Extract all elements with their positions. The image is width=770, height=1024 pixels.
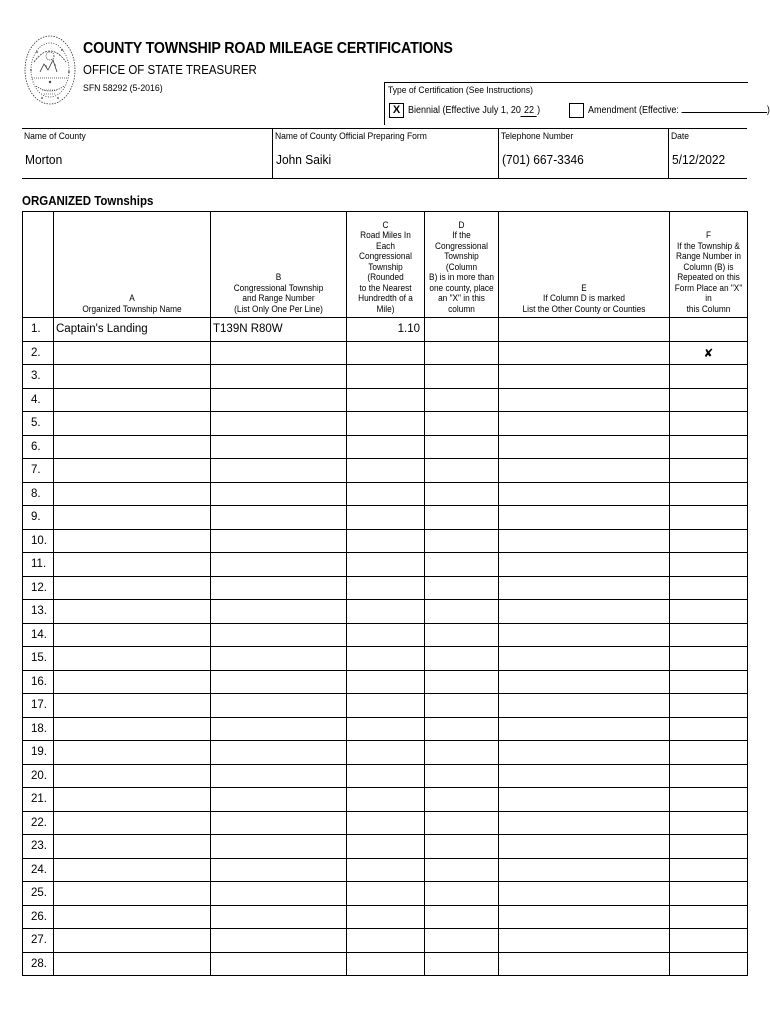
row-number: 28. <box>23 952 54 976</box>
table-row <box>23 576 748 600</box>
repeated-mark-cell[interactable] <box>670 412 748 436</box>
row-number: 27. <box>23 929 54 953</box>
township-name-cell[interactable] <box>54 600 211 624</box>
township-range-cell[interactable] <box>211 905 347 929</box>
township-name-cell[interactable] <box>54 623 211 647</box>
township-range-cell[interactable] <box>211 412 347 436</box>
row-number: 11. <box>23 553 54 577</box>
repeated-mark-cell[interactable] <box>670 482 748 506</box>
road-miles-cell[interactable] <box>347 647 425 671</box>
header-line: F <box>705 230 712 240</box>
multi-county-mark-cell[interactable] <box>425 459 499 483</box>
header-row-number <box>23 212 54 318</box>
amendment-date-field[interactable] <box>681 112 767 113</box>
multi-county-mark-cell[interactable] <box>425 553 499 577</box>
township-range-cell[interactable] <box>211 952 347 976</box>
township-range-cell[interactable] <box>211 365 347 389</box>
township-name-cell[interactable] <box>54 365 211 389</box>
repeated-mark-cell[interactable] <box>670 811 748 835</box>
multi-county-mark-cell[interactable] <box>425 741 499 765</box>
section-title: ORGANIZED Townships <box>22 194 154 208</box>
multi-county-mark-cell[interactable] <box>425 670 499 694</box>
phone-field[interactable]: (701) 667-3346 <box>502 152 584 167</box>
township-name-cell[interactable] <box>54 835 211 859</box>
multi-county-mark-cell[interactable] <box>425 929 499 953</box>
township-name-cell[interactable]: Captain's Landing <box>54 318 211 342</box>
table-row <box>23 694 748 718</box>
repeated-mark-cell[interactable] <box>670 506 748 530</box>
other-counties-cell[interactable] <box>499 318 670 342</box>
township-range-cell[interactable] <box>211 882 347 906</box>
road-miles-cell[interactable] <box>347 553 425 577</box>
township-range-cell[interactable] <box>211 741 347 765</box>
township-name-cell[interactable] <box>54 647 211 671</box>
official-cell <box>272 129 499 178</box>
row-number: 5. <box>23 412 54 436</box>
road-miles-cell[interactable] <box>347 741 425 765</box>
township-name-cell[interactable] <box>54 670 211 694</box>
multi-county-mark-cell[interactable] <box>425 529 499 553</box>
amendment-option <box>588 105 770 116</box>
row-number: 9. <box>23 506 54 530</box>
other-counties-cell[interactable] <box>499 788 670 812</box>
repeated-mark-cell[interactable] <box>670 623 748 647</box>
header-line: A <box>129 293 135 303</box>
header-line: an "X" in this <box>438 293 485 303</box>
multi-county-mark-cell[interactable] <box>425 788 499 812</box>
other-counties-cell[interactable] <box>499 647 670 671</box>
header-line: to the Nearest <box>359 282 412 293</box>
form-info-bar <box>22 128 747 179</box>
row-number: 19. <box>23 741 54 765</box>
header-line: E <box>581 282 587 293</box>
repeated-mark-cell[interactable] <box>670 318 748 342</box>
repeated-mark-cell[interactable] <box>670 647 748 671</box>
road-miles-cell[interactable] <box>347 482 425 506</box>
header-line: B) is in more than <box>429 272 494 282</box>
multi-county-mark-cell[interactable] <box>425 623 499 647</box>
header-line: If the Township & <box>677 240 740 251</box>
repeated-mark-cell[interactable] <box>670 576 748 600</box>
header-line: Form Place an "X" in <box>674 282 743 303</box>
certification-type-box <box>384 82 770 125</box>
row-number: 20. <box>23 764 54 788</box>
header-line: C <box>382 219 389 230</box>
road-miles-cell[interactable] <box>347 694 425 718</box>
road-miles-cell[interactable] <box>347 365 425 389</box>
table-row <box>23 529 748 553</box>
multi-county-mark-cell[interactable] <box>425 506 499 530</box>
other-counties-cell[interactable] <box>499 835 670 859</box>
road-miles-cell[interactable]: 1.10 <box>347 318 425 342</box>
header-line: Congressional <box>359 251 412 261</box>
date-field[interactable]: 5/12/2022 <box>672 152 726 167</box>
township-range-cell[interactable] <box>211 694 347 718</box>
other-counties-cell[interactable] <box>499 882 670 906</box>
township-range-cell[interactable] <box>211 623 347 647</box>
repeated-mark-cell[interactable] <box>670 764 748 788</box>
row-number: 24. <box>23 858 54 882</box>
other-counties-cell[interactable] <box>499 506 670 530</box>
road-miles-cell[interactable] <box>347 412 425 436</box>
township-name-cell[interactable] <box>54 553 211 577</box>
township-range-cell[interactable] <box>211 388 347 412</box>
road-miles-cell[interactable] <box>347 858 425 882</box>
table-row <box>23 388 748 412</box>
road-miles-cell[interactable] <box>347 341 425 365</box>
header-line: (List Only One Per Line) <box>234 303 323 314</box>
table-row <box>23 318 748 342</box>
township-name-cell[interactable] <box>54 576 211 600</box>
multi-county-mark-cell[interactable] <box>425 576 499 600</box>
township-range-cell[interactable] <box>211 506 347 530</box>
township-range-cell[interactable] <box>211 670 347 694</box>
township-name-cell[interactable] <box>54 882 211 906</box>
biennial-close: ) <box>537 104 541 116</box>
row-number: 14. <box>23 623 54 647</box>
township-range-cell[interactable] <box>211 788 347 812</box>
township-range-cell[interactable] <box>211 835 347 859</box>
road-miles-cell[interactable] <box>347 835 425 859</box>
multi-county-mark-cell[interactable] <box>425 811 499 835</box>
amendment-label: Amendment (Effective: <box>587 105 679 116</box>
repeated-mark-cell[interactable] <box>670 553 748 577</box>
other-counties-cell[interactable] <box>499 388 670 412</box>
township-name-cell[interactable] <box>54 858 211 882</box>
table-row <box>23 858 748 882</box>
row-number: 18. <box>23 717 54 741</box>
row-number: 26. <box>23 905 54 929</box>
row-number: 2. <box>23 341 54 365</box>
other-counties-cell[interactable] <box>499 482 670 506</box>
row-number: 8. <box>23 482 54 506</box>
road-miles-cell[interactable] <box>347 929 425 953</box>
multi-county-mark-cell[interactable] <box>425 318 499 342</box>
table-row <box>23 647 748 671</box>
row-number: 1. <box>23 318 54 342</box>
biennial-option <box>408 105 540 117</box>
other-counties-cell[interactable] <box>499 694 670 718</box>
certification-type-label: Type of Certification (See Instructions) <box>388 85 533 96</box>
repeated-mark-cell[interactable] <box>670 741 748 765</box>
header-line: column <box>448 303 475 314</box>
multi-county-mark-cell[interactable] <box>425 435 499 459</box>
road-miles-cell[interactable] <box>347 576 425 600</box>
township-name-cell[interactable] <box>54 929 211 953</box>
biennial-label: Biennial (Effective July 1, 20 <box>408 104 521 116</box>
repeated-mark-cell[interactable] <box>670 858 748 882</box>
header-line: D <box>458 219 465 230</box>
township-range-cell[interactable] <box>211 647 347 671</box>
county-field[interactable]: Morton <box>25 152 63 167</box>
other-counties-cell[interactable] <box>499 952 670 976</box>
township-name-cell[interactable] <box>54 435 211 459</box>
table-row <box>23 435 748 459</box>
township-name-cell[interactable] <box>54 388 211 412</box>
other-counties-cell[interactable] <box>499 576 670 600</box>
header-line: List the Other County or Counties <box>522 303 646 314</box>
header-line: If Column D is marked <box>543 293 625 303</box>
other-counties-cell[interactable] <box>499 435 670 459</box>
road-miles-cell[interactable] <box>347 952 425 976</box>
header-line: Hundredth of a Mile) <box>358 293 413 314</box>
townships-table <box>22 211 748 976</box>
road-miles-cell[interactable] <box>347 623 425 647</box>
table-row <box>23 459 748 483</box>
township-range-cell[interactable] <box>211 764 347 788</box>
road-miles-cell[interactable] <box>347 435 425 459</box>
repeated-mark-cell[interactable] <box>670 388 748 412</box>
row-number: 6. <box>23 435 54 459</box>
table-row <box>23 882 748 906</box>
road-miles-cell[interactable] <box>347 811 425 835</box>
township-range-cell[interactable] <box>211 553 347 577</box>
township-name-cell[interactable] <box>54 506 211 530</box>
header-line: Column (B) is <box>683 261 734 272</box>
other-counties-cell[interactable] <box>499 365 670 389</box>
repeated-mark-cell[interactable] <box>670 952 748 976</box>
other-counties-cell[interactable] <box>499 858 670 882</box>
county-label: Name of County <box>24 131 86 142</box>
header-line: Congressional Township <box>233 282 324 293</box>
table-row <box>23 835 748 859</box>
row-number: 23. <box>23 835 54 859</box>
road-miles-cell[interactable] <box>347 788 425 812</box>
header-line: Repeated on this <box>677 272 740 282</box>
header-line: Range Number in <box>676 251 741 261</box>
multi-county-mark-cell[interactable] <box>425 835 499 859</box>
other-counties-cell[interactable] <box>499 670 670 694</box>
township-name-cell[interactable] <box>54 811 211 835</box>
biennial-year-field[interactable]: 22 <box>521 105 537 117</box>
road-miles-cell[interactable] <box>347 764 425 788</box>
other-counties-cell[interactable] <box>499 929 670 953</box>
table-row <box>23 482 748 506</box>
township-name-cell[interactable] <box>54 529 211 553</box>
multi-county-mark-cell[interactable] <box>425 717 499 741</box>
repeated-mark-cell[interactable] <box>670 694 748 718</box>
office-name: OFFICE OF STATE TREASURER <box>83 63 257 77</box>
township-name-cell[interactable] <box>54 482 211 506</box>
header-line: and Range Number <box>242 293 315 303</box>
township-name-cell[interactable] <box>54 905 211 929</box>
header-line: Organized Township Name <box>82 303 182 314</box>
phone-cell <box>498 129 669 178</box>
header-col-c <box>347 212 425 318</box>
table-body <box>23 318 748 976</box>
row-number: 22. <box>23 811 54 835</box>
township-range-cell[interactable] <box>211 435 347 459</box>
header-line: Township (Column <box>444 251 479 272</box>
table-row <box>23 788 748 812</box>
township-range-cell[interactable] <box>211 929 347 953</box>
township-range-cell[interactable] <box>211 811 347 835</box>
row-number: 15. <box>23 647 54 671</box>
road-miles-cell[interactable] <box>347 506 425 530</box>
township-name-cell[interactable] <box>54 412 211 436</box>
certification-options <box>389 103 770 118</box>
header-line: Township (Rounded <box>367 261 404 282</box>
road-miles-cell[interactable] <box>347 905 425 929</box>
header-col-a <box>54 212 211 318</box>
table-row <box>23 506 748 530</box>
township-range-cell[interactable] <box>211 858 347 882</box>
table-row <box>23 952 748 976</box>
row-number: 10. <box>23 529 54 553</box>
other-counties-cell[interactable] <box>499 811 670 835</box>
township-name-cell[interactable] <box>54 459 211 483</box>
repeated-mark-cell[interactable] <box>670 835 748 859</box>
other-counties-cell[interactable] <box>499 600 670 624</box>
road-miles-cell[interactable] <box>347 459 425 483</box>
form-number: SFN 58292 (5-2016) <box>83 83 163 94</box>
amendment-close: ) <box>766 105 770 116</box>
multi-county-mark-cell[interactable] <box>425 600 499 624</box>
road-miles-cell[interactable] <box>347 670 425 694</box>
repeated-mark-cell[interactable] <box>670 788 748 812</box>
repeated-mark-cell[interactable] <box>670 882 748 906</box>
multi-county-mark-cell[interactable] <box>425 764 499 788</box>
header-col-b <box>211 212 347 318</box>
header-line: B <box>275 272 282 282</box>
table-row <box>23 670 748 694</box>
repeated-mark-cell[interactable] <box>670 600 748 624</box>
multi-county-mark-cell[interactable] <box>425 388 499 412</box>
road-miles-cell[interactable] <box>347 600 425 624</box>
header-col-d <box>425 212 499 318</box>
road-miles-cell[interactable] <box>347 717 425 741</box>
header-line: If the Congressional <box>435 230 488 251</box>
table-row <box>23 741 748 765</box>
repeated-mark-cell[interactable] <box>670 365 748 389</box>
multi-county-mark-cell[interactable] <box>425 952 499 976</box>
row-number: 25. <box>23 882 54 906</box>
row-number: 17. <box>23 694 54 718</box>
other-counties-cell[interactable] <box>499 764 670 788</box>
repeated-mark-cell[interactable] <box>670 929 748 953</box>
repeated-mark-cell[interactable] <box>670 459 748 483</box>
county-cell <box>22 129 272 178</box>
other-counties-cell[interactable] <box>499 529 670 553</box>
repeated-mark-cell[interactable] <box>670 670 748 694</box>
multi-county-mark-cell[interactable] <box>425 482 499 506</box>
biennial-checkbox[interactable]: X <box>389 103 404 118</box>
table-row <box>23 764 748 788</box>
table-row <box>23 553 748 577</box>
township-name-cell[interactable] <box>54 788 211 812</box>
row-number: 12. <box>23 576 54 600</box>
phone-label: Telephone Number <box>501 131 574 142</box>
header-line: one county, place <box>429 282 494 293</box>
township-range-cell[interactable] <box>211 717 347 741</box>
multi-county-mark-cell[interactable] <box>425 365 499 389</box>
repeated-mark-cell[interactable] <box>670 529 748 553</box>
other-counties-cell[interactable] <box>499 341 670 365</box>
multi-county-mark-cell[interactable] <box>425 858 499 882</box>
table-row <box>23 717 748 741</box>
header-line: this Column <box>686 303 731 314</box>
form-title: COUNTY TOWNSHIP ROAD MILEAGE CERTIFICATIONS <box>83 40 453 57</box>
multi-county-mark-cell[interactable] <box>425 905 499 929</box>
table-row <box>23 905 748 929</box>
other-counties-cell[interactable] <box>499 905 670 929</box>
township-name-cell[interactable] <box>54 717 211 741</box>
date-label: Date <box>671 131 690 142</box>
table-row <box>23 365 748 389</box>
table-row <box>23 341 748 365</box>
township-range-cell[interactable] <box>211 529 347 553</box>
table-row <box>23 929 748 953</box>
multi-county-mark-cell[interactable] <box>425 412 499 436</box>
township-name-cell[interactable] <box>54 952 211 976</box>
multi-county-mark-cell[interactable] <box>425 694 499 718</box>
road-miles-cell[interactable] <box>347 882 425 906</box>
multi-county-mark-cell[interactable] <box>425 647 499 671</box>
multi-county-mark-cell[interactable] <box>425 882 499 906</box>
other-counties-cell[interactable] <box>499 717 670 741</box>
repeated-mark-cell[interactable] <box>670 435 748 459</box>
table-row <box>23 811 748 835</box>
road-miles-cell[interactable] <box>347 388 425 412</box>
official-label: Name of County Official Preparing Form <box>275 131 427 142</box>
header-col-f <box>670 212 748 318</box>
row-number: 7. <box>23 459 54 483</box>
township-range-cell[interactable] <box>211 341 347 365</box>
row-number: 13. <box>23 600 54 624</box>
other-counties-cell[interactable] <box>499 459 670 483</box>
other-counties-cell[interactable] <box>499 553 670 577</box>
row-number: 3. <box>23 365 54 389</box>
repeated-mark-cell[interactable]: ✘ <box>670 341 748 365</box>
township-range-cell[interactable]: T139N R80W <box>211 318 347 342</box>
other-counties-cell[interactable] <box>499 412 670 436</box>
row-number: 21. <box>23 788 54 812</box>
township-name-cell[interactable] <box>54 694 211 718</box>
township-name-cell[interactable] <box>54 741 211 765</box>
township-range-cell[interactable] <box>211 459 347 483</box>
township-range-cell[interactable] <box>211 482 347 506</box>
header-col-e <box>499 212 670 318</box>
other-counties-cell[interactable] <box>499 623 670 647</box>
official-field[interactable]: John Saiki <box>276 152 332 167</box>
multi-county-mark-cell[interactable] <box>425 341 499 365</box>
other-counties-cell[interactable] <box>499 741 670 765</box>
table-row <box>23 412 748 436</box>
road-miles-cell[interactable] <box>347 529 425 553</box>
date-cell <box>668 129 748 178</box>
row-number: 16. <box>23 670 54 694</box>
table-header-row <box>23 212 748 318</box>
repeated-mark-cell[interactable] <box>670 717 748 741</box>
repeated-mark-cell[interactable] <box>670 905 748 929</box>
township-name-cell[interactable] <box>54 764 211 788</box>
township-range-cell[interactable] <box>211 576 347 600</box>
table-row <box>23 600 748 624</box>
township-range-cell[interactable] <box>211 600 347 624</box>
header-line: Road Miles In Each <box>360 230 411 251</box>
table-row <box>23 623 748 647</box>
amendment-checkbox[interactable] <box>569 103 584 118</box>
township-name-cell[interactable] <box>54 341 211 365</box>
state-seal-icon <box>22 32 78 120</box>
row-number: 4. <box>23 388 54 412</box>
